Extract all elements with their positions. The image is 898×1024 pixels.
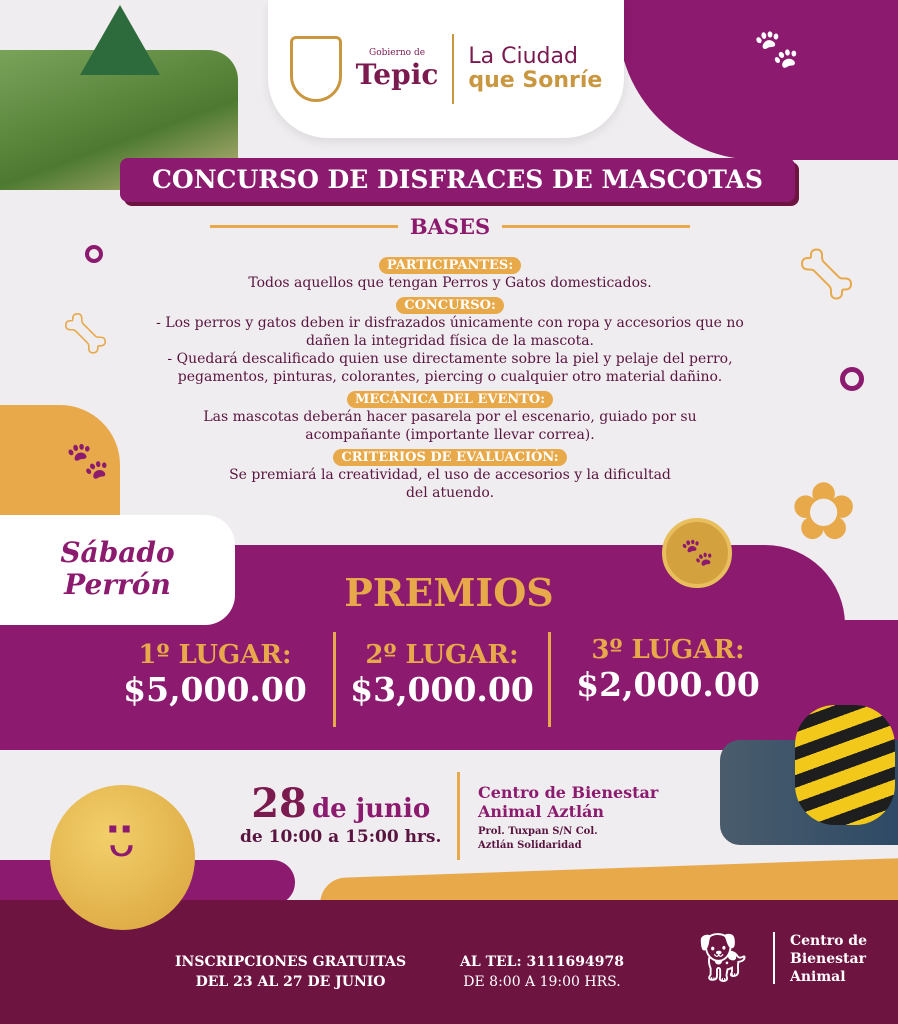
event-day: 28 — [251, 780, 307, 827]
witch-hat-image — [80, 5, 160, 75]
event-month: de junio — [311, 794, 431, 824]
phone-number: AL TEL: 3111694978 — [460, 954, 624, 970]
location-address — [478, 825, 668, 853]
prizes-title: PREMIOS — [344, 570, 554, 615]
paw-icon: 🐾︎ — [62, 439, 113, 485]
organization-name — [790, 932, 867, 986]
rule-text: - Los perros y gatos deben ir disfrazados únicamente con ropa y accesorios que no dañen la integridad física de la mascota. — [156, 315, 744, 349]
bases-heading: BASES — [409, 214, 491, 239]
rule-text: Todos aquellos que tengan Perros y Gatos domesticados. — [248, 275, 652, 291]
org-line: Animal — [790, 969, 846, 985]
section-label: CRITERIOS DE EVALUACIÓN: — [333, 449, 566, 466]
rule-text: Las mascotas deberán hacer pasarela por el escenario, guiado por su acompañante (importante llevar correa). — [203, 409, 697, 443]
flower-decoration-icon: ✿ — [790, 465, 858, 558]
rules-section — [140, 252, 760, 502]
phone-hours: DE 8:00 A 19:00 HRS. — [463, 974, 621, 990]
bone-icon: 🦴︎ — [795, 245, 859, 303]
slogan-line2: que Sonríe — [468, 68, 603, 93]
page-title: CONCURSO DE DISFRACES DE MASCOTAS — [120, 158, 795, 202]
registration-line: INSCRIPCIONES GRATUITAS — [175, 954, 407, 970]
divider — [773, 932, 775, 984]
org-line: Bienestar — [790, 951, 866, 967]
prize-place: 2º LUGAR: — [365, 640, 519, 670]
coat-of-arms-icon — [290, 36, 342, 102]
address-line: Aztlán Solidaridad — [478, 840, 582, 851]
section-label: PARTICIPANTES: — [379, 257, 521, 274]
prize-second — [332, 640, 552, 709]
address-line: Prol. Tuxpan S/N Col. — [478, 826, 598, 837]
divider — [548, 632, 551, 727]
ring-decoration — [840, 367, 864, 391]
rule-text: - Quedará descalificado quien use directamente sobre la piel y pelaje del perro, pegamentos, pinturas, colorantes, piercing o cualquier otro material dañino. — [167, 351, 733, 385]
divider — [502, 225, 690, 228]
slogan — [468, 45, 602, 93]
prize-amount: $3,000.00 — [350, 670, 534, 709]
prize-amount: $2,000.00 — [576, 665, 760, 704]
divider — [452, 34, 454, 104]
registration-line: DEL 23 AL 27 DE JUNIO — [195, 974, 386, 990]
paw-medal-icon: 🐾︎ — [662, 518, 732, 588]
prize-place: 3º LUGAR: — [591, 635, 745, 665]
gov-name: Tepic — [355, 57, 439, 91]
location-name: Centro de Bienestar Animal Aztlán — [478, 783, 659, 821]
phone-info — [460, 952, 624, 992]
rule-text: Se premiará la creatividad, el uso de accesorios y la dificultad del atuendo. — [229, 467, 671, 501]
org-line: Centro de — [790, 933, 867, 949]
divider — [457, 772, 460, 860]
prize-third — [558, 635, 778, 704]
bases-heading-row — [210, 214, 690, 239]
section-label: CONCURSO: — [396, 297, 504, 314]
rule-mecanica — [140, 386, 760, 444]
slogan-line1: La Ciudad — [468, 43, 578, 69]
registration-info — [175, 952, 406, 992]
event-date — [240, 780, 441, 847]
event-hours: de 10:00 a 15:00 hrs. — [240, 827, 442, 847]
gov-label: Gobierno de — [369, 47, 426, 58]
section-label: MECÁNICA DEL EVENTO: — [347, 391, 553, 408]
decorative-purple-shape — [618, 0, 898, 160]
paw-icon: 🐾︎ — [749, 25, 803, 74]
rule-criterios — [140, 444, 760, 502]
government-logo — [268, 0, 624, 138]
badge-line1: Sábado — [60, 536, 175, 569]
divider — [210, 225, 398, 228]
rule-participantes — [140, 252, 760, 292]
ring-decoration — [85, 245, 103, 263]
animal-welfare-logo-icon: 🐕︎ — [692, 930, 754, 986]
badge-line2: Perrón — [64, 568, 171, 601]
prize-place: 1º LUGAR: — [138, 640, 292, 670]
prize-first — [105, 640, 325, 709]
smiley-face-icon: ᵕ̈ — [50, 785, 195, 930]
bee-costume-cat-image — [795, 705, 895, 825]
event-location — [478, 783, 668, 853]
bone-icon: 🦴︎ — [60, 311, 111, 357]
prize-amount: $5,000.00 — [123, 670, 307, 709]
rule-concurso — [140, 292, 760, 386]
